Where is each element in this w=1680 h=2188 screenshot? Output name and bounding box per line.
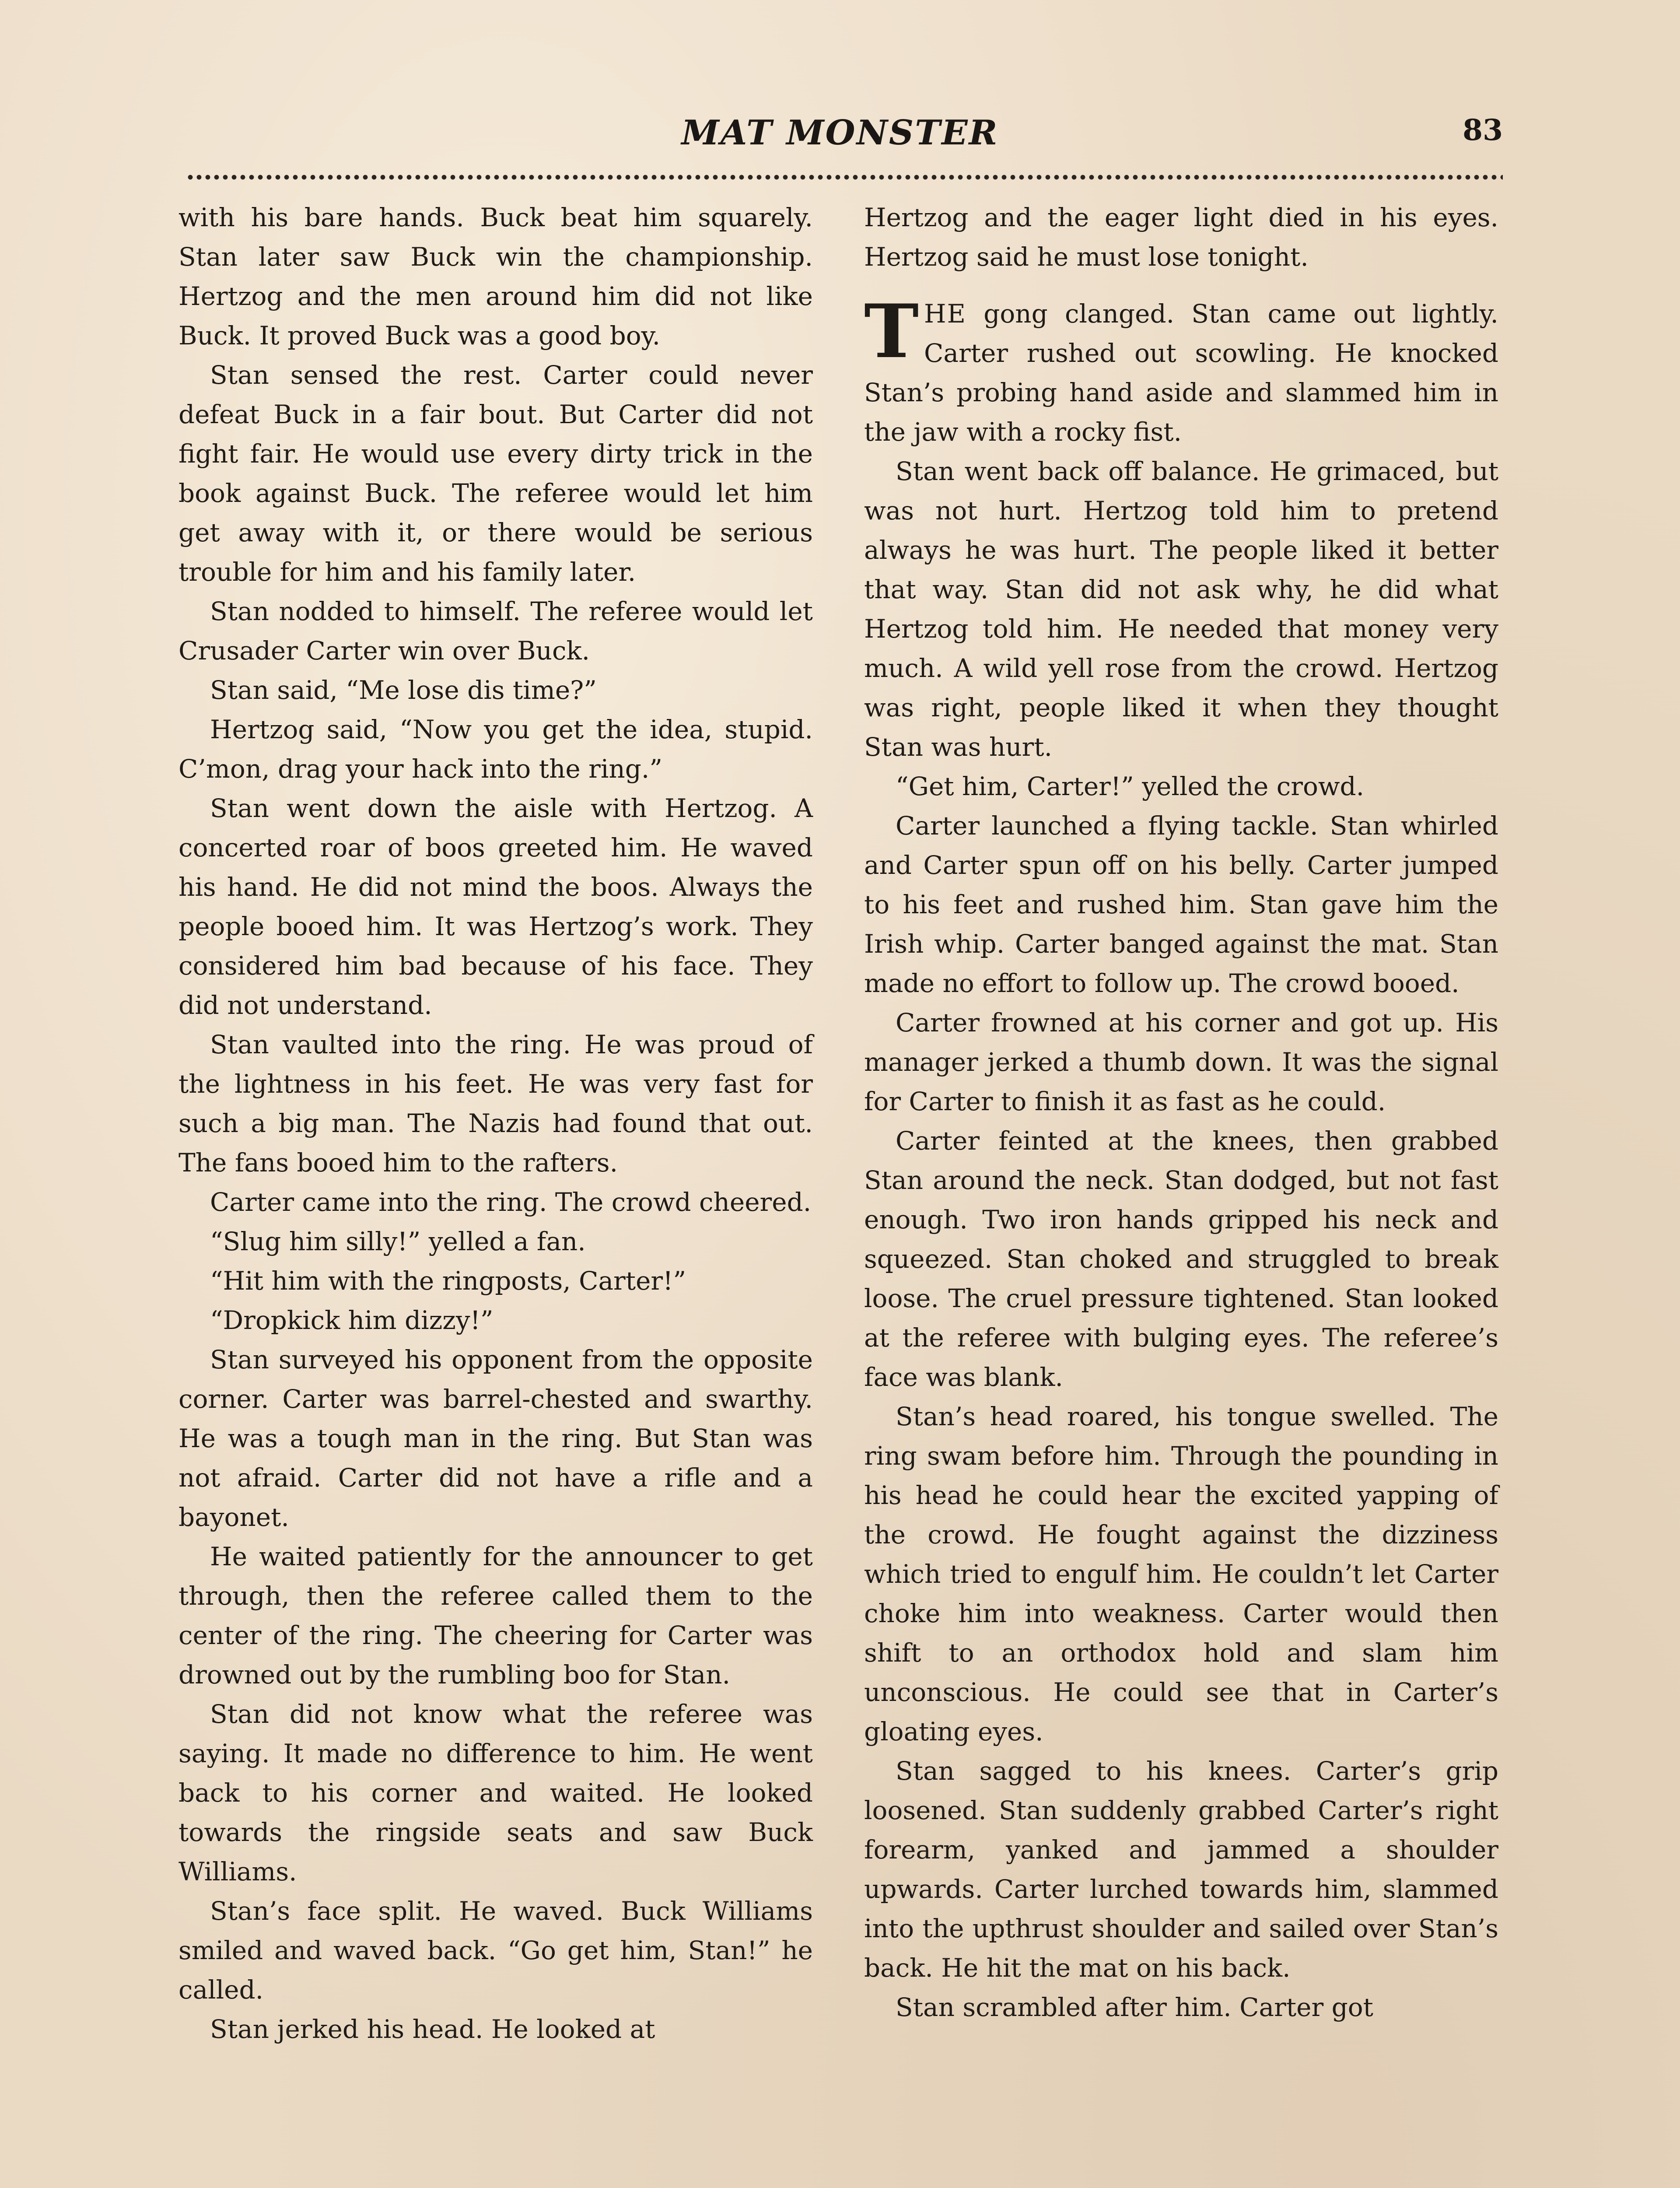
paragraph: with his bare hands. Buck beat him squarely. Stan later saw Buck win the championship. Hertzog and the men around him did not like Buck. It proved Buck was a good boy. bbox=[178, 203, 813, 351]
dotted-rule bbox=[186, 174, 1503, 180]
paragraph-text: gong clanged. Stan came out lightly. Carter rushed out scowling. He knocked Stan’s probing hand aside and slammed him in the jaw with a rocky fist. bbox=[864, 299, 1498, 447]
paragraph: “Slug him silly!” yelled a fan. bbox=[210, 1227, 586, 1256]
paragraph: Hertzog said, “Now you get the idea, stupid. C’mon, drag your hack into the ring.” bbox=[178, 715, 813, 784]
paragraph: Stan’s face split. He waved. Buck Williams smiled and waved back. “Go get him, Stan!” he called. bbox=[178, 1896, 813, 2005]
paragraph: Stan said, “Me lose dis time?” bbox=[210, 675, 597, 705]
paragraph: He waited patiently for the announcer to get through, then the referee called them to the center of the ring. The cheering for Carter was drowned out by the rumbling boo for Stan. bbox=[178, 1542, 813, 1690]
paragraph: Carter came into the ring. The crowd cheered. bbox=[210, 1187, 812, 1217]
paragraph: Stan did not know what the referee was saying. It made no difference to him. He went back to his corner and waited. He looked towards the ringside seats and saw Buck Williams. bbox=[178, 1699, 813, 1886]
paragraph: Stan scrambled after him. Carter got bbox=[896, 1992, 1373, 2022]
paragraph: Stan’s head roared, his tongue swelled. The ring swam before him. Through the pounding in his head he could hear the excited yapping of the crowd. He fought against the dizziness which tried to engulf him. He couldn’t let Carter choke him into weakness. Carter would then shift to an orthodox hold and slam him unconscious. He could see that in Carter’s gloating eyes. bbox=[864, 1402, 1498, 1746]
drop-cap: T bbox=[864, 288, 919, 375]
paragraph: Carter frowned at his corner and got up. His manager jerked a thumb down. It was the signal for Carter to finish it as fast as he could. bbox=[864, 1008, 1498, 1116]
paragraph: Stan sagged to his knees. Carter’s grip loosened. Stan suddenly grabbed Carter’s right forearm, yanked and jammed a shoulder upwards. Carter lurched towards him, slammed into the upthrust shoulder and sailed over Stan’s back. He hit the mat on his back. bbox=[864, 1756, 1498, 1983]
paragraph: “Get him, Carter!” yelled the crowd. bbox=[896, 771, 1365, 801]
paragraph: Carter feinted at the knees, then grabbed Stan around the neck. Stan dodged, but not fast enough. Two iron hands gripped his neck and squeezed. Stan choked and struggled to break loose. The cruel pressure tightened. Stan looked at the referee with bulging eyes. The referee’s face was blank. bbox=[864, 1126, 1498, 1392]
right-column bbox=[864, 198, 1498, 2027]
paragraph: Stan jerked his head. He looked at bbox=[210, 2014, 655, 2044]
running-title: MAT MONSTER bbox=[681, 113, 999, 153]
section-opening-paragraph bbox=[864, 288, 1498, 452]
paragraph: Carter launched a flying tackle. Stan whirled and Carter spun off on his belly. Carter jumped to his feet and rushed him. Stan gave him the Irish whip. Carter banged against the mat. Stan made no effort to follow up. The crowd booed. bbox=[864, 811, 1498, 998]
paragraph: Stan went back off balance. He grimaced, but was not hurt. Hertzog told him to pretend always he was hurt. The people liked it better that way. Stan did not ask why, he did what Hertzog told him. He needed that money very much. A wild yell rose from the crowd. Hertzog was right, people liked it when they thought Stan was hurt. bbox=[864, 456, 1498, 762]
paragraph: “Dropkick him dizzy!” bbox=[210, 1305, 494, 1335]
running-head bbox=[177, 113, 1503, 161]
paragraph: Stan sensed the rest. Carter could never defeat Buck in a fair bout. But Carter did not fight fair. He would use every dirty trick in the book against Buck. The referee would let him get away with it, or there would be serious trouble for him and his family later. bbox=[178, 360, 813, 587]
page-number: 83 bbox=[1463, 113, 1503, 147]
small-caps-lead: HE bbox=[924, 299, 966, 329]
paragraph: Stan nodded to himself. The referee would let Crusader Carter win over Buck. bbox=[178, 596, 813, 666]
paragraph: Hertzog and the eager light died in his eyes. Hertzog said he must lose tonight. bbox=[864, 203, 1498, 272]
left-column bbox=[178, 198, 813, 2049]
paragraph: “Hit him with the ringposts, Carter!” bbox=[210, 1266, 686, 1296]
paragraph: Stan surveyed his opponent from the opposite corner. Carter was barrel-chested and swarthy. He was a tough man in the ring. But Stan was not afraid. Carter did not have a rifle and a bayonet. bbox=[178, 1345, 813, 1532]
paragraph: Stan went down the aisle with Hertzog. A concerted roar of boos greeted him. He waved his hand. He did not mind the boos. Always the people booed him. It was Hertzog’s work. They considered him bad because of his face. They did not understand. bbox=[178, 793, 813, 1020]
paragraph: Stan vaulted into the ring. He was proud of the lightness in his feet. He was very fast for such a big man. The Nazis had found that out. The fans booed him to the rafters. bbox=[178, 1030, 813, 1178]
